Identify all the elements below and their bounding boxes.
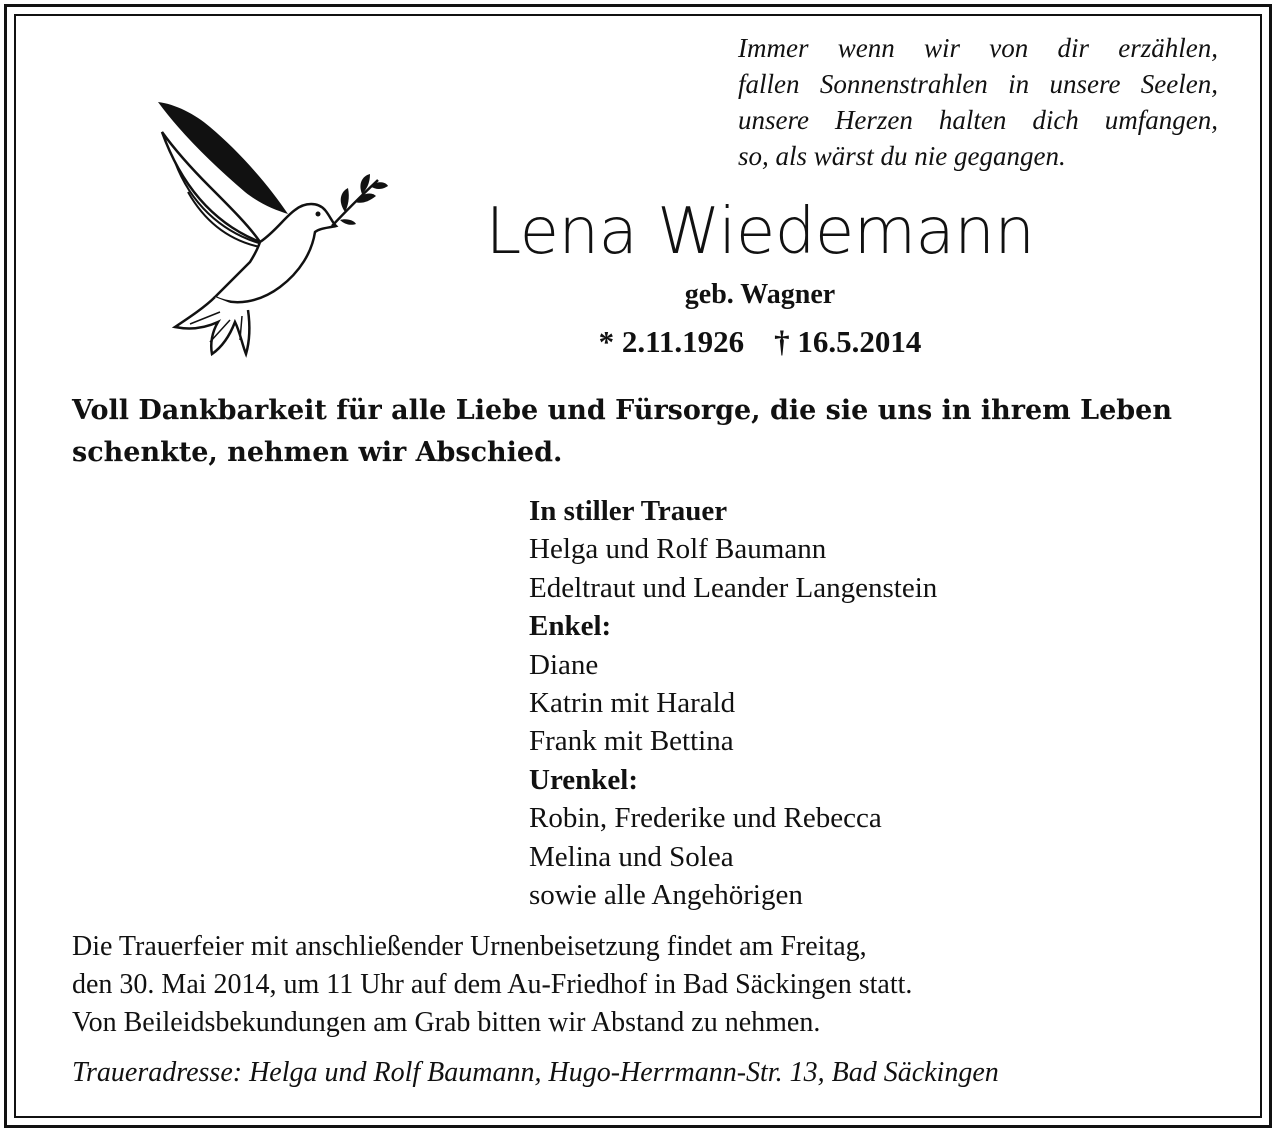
poem-line: fallen Sonnenstrahlen in unsere Seelen, bbox=[738, 69, 1218, 99]
death-date: † 16.5.2014 bbox=[774, 324, 922, 359]
ceremony-line: den 30. Mai 2014, um 11 Uhr auf dem Au-Friedhof in Bad Säckingen statt. bbox=[72, 969, 913, 1000]
ceremony-notice bbox=[72, 928, 1222, 1042]
poem bbox=[738, 30, 1218, 174]
birth-date: * 2.11.1926 bbox=[598, 324, 745, 359]
mourning-address: Traueradresse: Helga und Rolf Baumann, Hugo-Herrmann-Str. 13, Bad Säckingen bbox=[72, 1057, 999, 1088]
birth-name: geb. Wagner bbox=[684, 279, 836, 310]
mourner-name: Katrin mit Harald bbox=[529, 687, 736, 720]
great-grandchildren-heading: Urenkel: bbox=[529, 763, 639, 796]
poem-line: unsere Herzen halten dich umfangen, bbox=[738, 105, 1218, 135]
ceremony-line: Die Trauerfeier mit anschließender Urnenbeisetzung findet am Freitag, bbox=[72, 931, 867, 962]
mourner-name: Helga und Rolf Baumann bbox=[529, 533, 827, 566]
mourner-name: Robin, Frederike und Rebecca bbox=[529, 802, 882, 835]
poem-line: Immer wenn wir von dir erzählen, bbox=[738, 33, 1218, 63]
grandchildren-heading: Enkel: bbox=[529, 610, 612, 643]
dove-with-olive-branch-icon bbox=[150, 92, 390, 362]
mourner-name: Frank mit Bettina bbox=[529, 725, 734, 758]
mourner-name: Diane bbox=[529, 648, 599, 681]
mourners-heading: In stiller Trauer bbox=[529, 495, 728, 527]
ceremony-line: Von Beileidsbekundungen am Grab bitten wir Abstand zu nehmen. bbox=[72, 1007, 821, 1038]
mourner-name: Edeltraut und Leander Langenstein bbox=[529, 571, 938, 604]
deceased-name: Lena Wiedemann bbox=[485, 195, 1035, 269]
life-dates bbox=[500, 322, 1020, 362]
poem-line: so, als wärst du nie gegangen. bbox=[738, 141, 1066, 171]
gratitude-statement: Voll Dankbarkeit für alle Liebe und Fürsorge, die sie uns in ihrem Leben schenkte, nehmen wir Abschied. bbox=[72, 395, 1172, 468]
mourner-name: sowie alle Angehörigen bbox=[529, 879, 803, 912]
mourners-list bbox=[529, 492, 1129, 914]
mourner-name: Melina und Solea bbox=[529, 840, 734, 873]
